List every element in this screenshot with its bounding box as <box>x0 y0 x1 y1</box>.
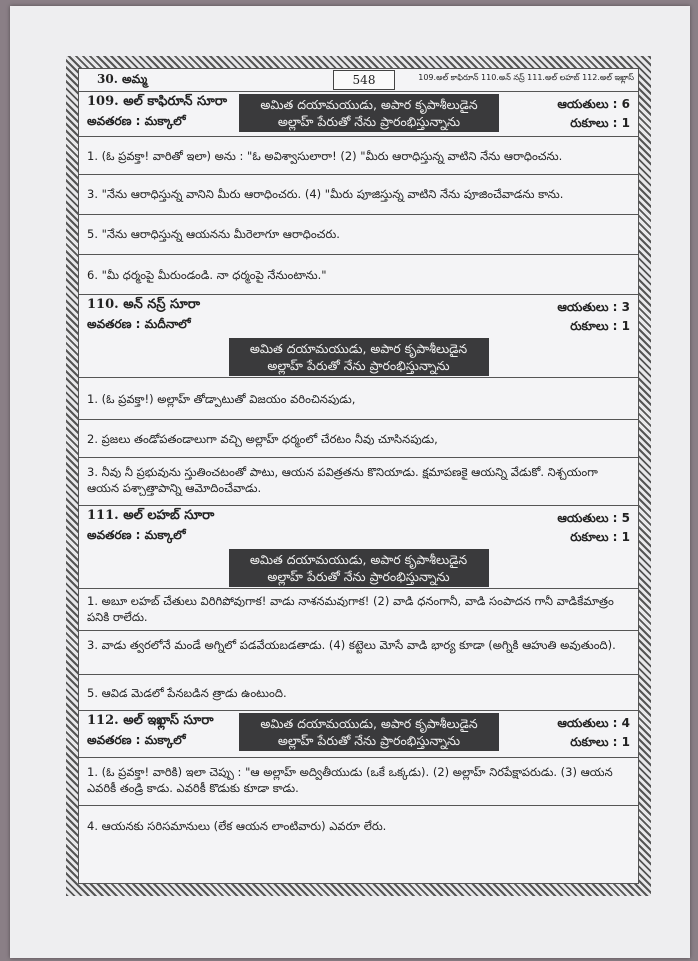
verse-row: 3. వాడు త్వరలోనే మండే అగ్నిలో పడవేయబడతాడు. (4) కట్టెలు మోసే వాడి భార్య కూడా (అగ్నికి ఆహుతి అవుతుంది). <box>79 631 638 675</box>
page-content <box>78 68 639 884</box>
header-sura-list: 109.అల్ కాఫిరూన్ 110.అన్ నస్ర్ 111.అల్ లహబ్ 112.అల్ ఇఖ్లాస్ <box>418 73 634 82</box>
verse-row: 2. ప్రజలు తండోపతండాలుగా వచ్చి అల్లాహ్ ధర్మంలో చేరటం నీవు చూసినపుడు, <box>79 420 638 458</box>
ayat-count: ఆయతులు : 6 <box>557 97 630 111</box>
page-number: 548 <box>333 70 395 90</box>
sura-origin: అవతరణ : మదీనాలో <box>87 317 191 331</box>
ruku-count: రుకూలు : 1 <box>570 319 630 333</box>
sura-title: 110. అన్ నస్ర్ సూరా <box>87 297 201 312</box>
verse-row: 4. ఆయనకు సరిసమానులు (లేక ఆయన లాంటివారు) ఎవరూ లేరు. <box>87 819 387 833</box>
verse-row: 1. (ఓ ప్రవక్తా! వారికి) ఇలా చెప్పు : "ఆ అల్లాహ్ అద్వితీయుడు (ఒకే ఒక్కడు). (2) అల్లాహ్ నిరపేక్షాపరుడు. (3) ఆయన ఎవరికీ తండ్రి కాడు. ఎవరికీ కొడుకు కూడా కాడు. <box>79 758 638 806</box>
bismillah-banner: అమిత దయామయుడు, అపార కృపాశీలుడైన అల్లాహ్ పేరుతో నేను ప్రారంభిస్తున్నాను <box>239 713 499 751</box>
sura-112-head <box>79 711 638 758</box>
verse-row: 5. "నేను ఆరాధిస్తున్న ఆయనను మీరెలాగూ ఆరాధించరు. <box>79 215 638 255</box>
sura-counts <box>557 298 630 336</box>
bismillah-banner: అమిత దయామయుడు, అపార కృపాశీలుడైన అల్లాహ్ పేరుతో నేను ప్రారంభిస్తున్నాను <box>229 338 489 376</box>
sura-109-head <box>79 92 638 137</box>
verse-row: 3. నీవు నీ ప్రభువును స్తుతించటంతో పాటు, ఆయన పవిత్రతను కొనియాడు. క్షమాపణకై ఆయన్ని వేడుకో. నిశ్చయంగా ఆయన పశ్చాత్తాపాన్ని ఆమోదించేవాడు. <box>79 458 638 506</box>
verse-row: 1. అబూ లహబ్ చేతులు విరిగిపోవుగాక! వాడు నాశనమవుగాక! (2) వాడి ధనంగానీ, వాడి సంపాదన గానీ వాడికేమాత్రం పనికి రాలేదు. <box>79 589 638 631</box>
sura-origin: అవతరణ : మక్కాలో <box>87 733 186 747</box>
sura-origin: అవతరణ : మక్కాలో <box>87 528 186 542</box>
sura-counts <box>557 509 630 547</box>
ayat-count: ఆయతులు : 4 <box>557 716 630 730</box>
sura-title: 111. అల్ లహబ్ సూరా <box>87 508 215 523</box>
sura-110-head <box>79 295 638 378</box>
sura-origin: అవతరణ : మక్కాలో <box>87 114 186 128</box>
verse-row: 6. "మీ ధర్మంపై మీరుండండి. నా ధర్మంపై నేనుంటాను." <box>79 255 638 295</box>
verse-row: 5. ఆవిడ మెడలో పేనబడిన త్రాడు ఉంటుంది. <box>79 675 638 711</box>
sura-counts <box>557 95 630 133</box>
running-header <box>79 69 638 92</box>
verse-row: 1. (ఓ ప్రవక్తా!) అల్లాహ్ తోడ్పాటుతో విజయం వరించినపుడు, <box>79 378 638 420</box>
ruku-count: రుకూలు : 1 <box>570 735 630 749</box>
verse-row: 3. "నేను ఆరాధిస్తున్న వానిని మీరు ఆరాధించరు. (4) "మీరు పూజిస్తున్న వాటిని నేను పూజించేవాడను కాను. <box>79 175 638 215</box>
header-chapter: 30. అమ్మ <box>97 71 148 86</box>
bismillah-banner: అమిత దయామయుడు, అపార కృపాశీలుడైన అల్లాహ్ పేరుతో నేను ప్రారంభిస్తున్నాను <box>239 94 499 132</box>
ornamental-frame <box>66 56 651 896</box>
ayat-count: ఆయతులు : 3 <box>557 300 630 314</box>
bismillah-banner: అమిత దయామయుడు, అపార కృపాశీలుడైన అల్లాహ్ పేరుతో నేను ప్రారంభిస్తున్నాను <box>229 549 489 587</box>
ruku-count: రుకూలు : 1 <box>570 530 630 544</box>
book-page <box>10 6 690 958</box>
sura-counts <box>557 714 630 752</box>
sura-title: 112. అల్ ఇఖ్లాస్ సూరా <box>87 713 214 728</box>
sura-title: 109. అల్ కాఫిరూన్ సూరా <box>87 94 228 109</box>
verse-row: 1. (ఓ ప్రవక్తా! వారితో ఇలా) అను : "ఓ అవిశ్వాసులారా! (2) "మీరు ఆరాధిస్తున్న వాటిని నేను ఆరాధించను. <box>79 137 638 175</box>
ruku-count: రుకూలు : 1 <box>570 116 630 130</box>
sura-111-head <box>79 506 638 589</box>
ayat-count: ఆయతులు : 5 <box>557 511 630 525</box>
